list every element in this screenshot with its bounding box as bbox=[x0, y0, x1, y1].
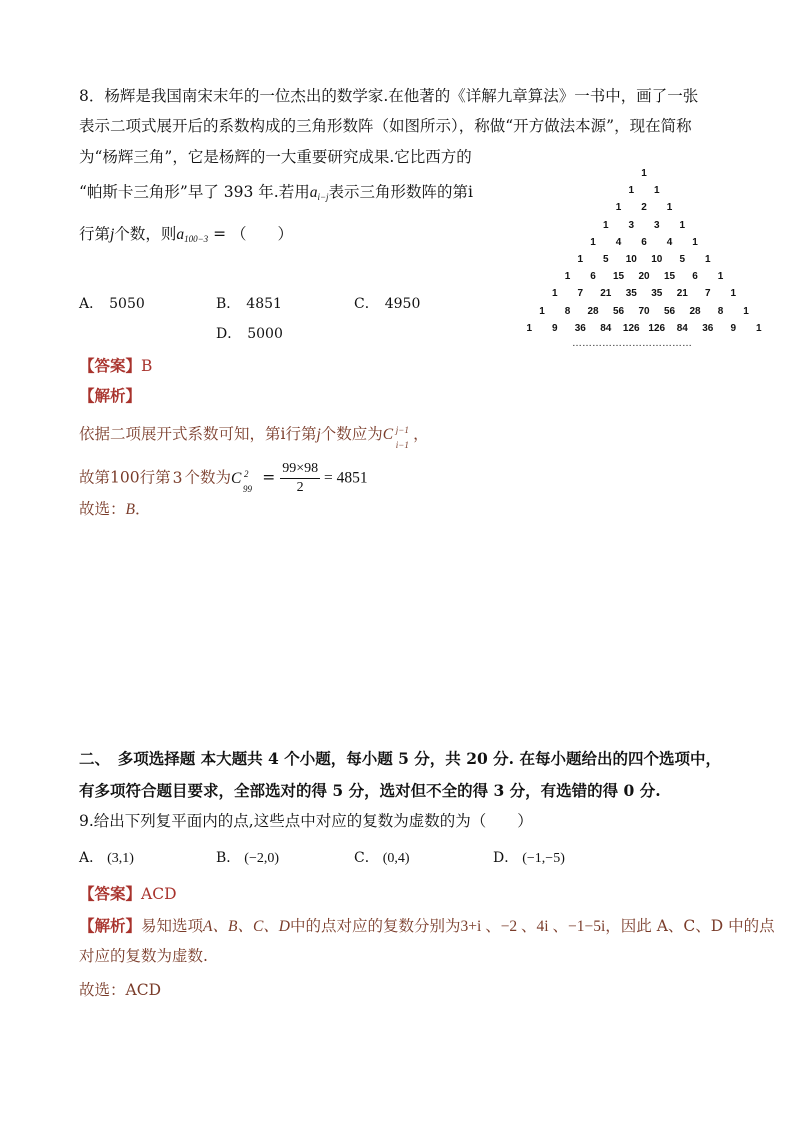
q8-stem-line-3: 为“杨辉三角”，它是杨辉的一大重要研究成果.它比西方的 bbox=[79, 148, 472, 166]
triangle-number: 1 bbox=[615, 202, 622, 214]
triangle-number: 1 bbox=[577, 254, 584, 265]
triangle-number: 1 bbox=[590, 236, 596, 248]
analysis-letters: A、B、C、D bbox=[203, 918, 290, 935]
choose-value: B bbox=[125, 501, 135, 518]
analysis-tag: 【解析】 bbox=[79, 916, 142, 935]
triangle-number: 70 bbox=[638, 305, 650, 317]
q8-line4-text-b: 表示三角形数阵的第i bbox=[328, 183, 474, 201]
triangle-number: 84 bbox=[600, 322, 612, 334]
result: = 4851 bbox=[320, 469, 368, 487]
triangle-number: 10 bbox=[651, 254, 663, 265]
choose-label: 故选： bbox=[79, 500, 126, 518]
option-value: (3,1) bbox=[107, 851, 134, 866]
triangle-number: 84 bbox=[676, 322, 688, 334]
q8-analysis-tag: 【解析】 bbox=[79, 386, 142, 405]
q8-line4-var: a bbox=[309, 184, 318, 201]
analysis-text: 易知选项 bbox=[141, 917, 204, 935]
triangle-number: 9 bbox=[551, 322, 558, 334]
combination-c: C bbox=[382, 426, 394, 443]
q8-option-b[interactable] bbox=[216, 294, 282, 314]
triangle-number: 1 bbox=[602, 219, 609, 231]
fraction-denominator: 2 bbox=[296, 480, 304, 495]
section2-heading-line-1: 二、 多项选择题 本大题共 4 个小题，每小题 5 分，共 20 分. 在每小题给出的四个选项中， bbox=[79, 749, 721, 768]
fraction-numerator: 99×98 bbox=[280, 460, 320, 479]
analysis-text: ，因此 A、C、D 中的点 bbox=[605, 917, 775, 935]
triangle-number: 6 bbox=[692, 271, 698, 283]
triangle-number: 9 bbox=[730, 322, 737, 334]
q9-analysis-line-1 bbox=[79, 916, 775, 937]
q8-line4-sub: i−j bbox=[317, 192, 329, 202]
q9-answer bbox=[79, 884, 177, 904]
triangle-number: 1 bbox=[653, 185, 660, 197]
triangle-number: 15 bbox=[612, 271, 625, 283]
combination-sup: 2 bbox=[244, 468, 249, 479]
q9-option-a[interactable] bbox=[79, 848, 134, 869]
triangle-number: 1 bbox=[564, 271, 571, 283]
triangle-number: 8 bbox=[717, 305, 724, 317]
triangle-number: 1 bbox=[551, 288, 558, 300]
triangle-number: 126 bbox=[622, 322, 640, 334]
option-letter: D． bbox=[493, 850, 519, 866]
q8-stem-line-5 bbox=[79, 224, 293, 249]
q8-option-c[interactable] bbox=[354, 294, 420, 314]
analysis-j: j bbox=[316, 426, 321, 443]
q9-choose bbox=[79, 980, 161, 1000]
q8-stem-line-1: 8．杨辉是我国南宋末年的一位杰出的数学家.在他著的《详解九章算法》一书中，画了一张 bbox=[79, 87, 699, 105]
analysis-values: 3+i 、−2 、4i 、−1−5i bbox=[460, 918, 606, 935]
analysis-text: 中的点对应的复数分别为 bbox=[290, 917, 461, 935]
answer-tag: 【答案】 bbox=[79, 884, 142, 903]
q8-option-d[interactable] bbox=[216, 324, 283, 344]
triangle-number: 15 bbox=[663, 271, 676, 283]
q8-line5-j: j bbox=[110, 226, 115, 243]
triangle-number: 5 bbox=[602, 254, 609, 265]
triangle-number: 1 bbox=[755, 322, 762, 334]
q8-stem-line-2: 表示二项式展开后的系数构成的三角形数阵（如图所示），称做“开方做法本源”，现在简称 bbox=[79, 117, 692, 135]
triangle-number: 10 bbox=[625, 254, 637, 265]
triangle-ellipsis: ……………………………… bbox=[572, 338, 692, 349]
analysis-number: 3 bbox=[172, 468, 183, 487]
q8-line5-sub: 100−3 bbox=[184, 234, 209, 244]
analysis-text: 个数应为 bbox=[320, 425, 383, 443]
fraction bbox=[280, 460, 320, 497]
triangle-number: 56 bbox=[663, 305, 676, 317]
triangle-number: 7 bbox=[704, 288, 711, 300]
option-value: 4950 bbox=[384, 296, 421, 312]
combination-sub: 99 bbox=[243, 483, 253, 494]
q8-stem-line-4 bbox=[79, 182, 473, 207]
q8-line5-var: a bbox=[176, 226, 185, 243]
choose-value: ACD bbox=[125, 981, 161, 999]
triangle-number: 21 bbox=[600, 288, 612, 300]
triangle-number: 1 bbox=[717, 271, 724, 283]
triangle-number: 28 bbox=[587, 305, 599, 317]
analysis-text: ， bbox=[413, 425, 429, 443]
analysis-text: 个数为 bbox=[184, 468, 232, 487]
q9-option-b[interactable] bbox=[216, 848, 279, 869]
option-letter: A． bbox=[79, 850, 104, 866]
q8-option-a[interactable] bbox=[79, 294, 145, 314]
combination-expr bbox=[231, 468, 257, 494]
triangle-number: 36 bbox=[702, 322, 714, 334]
triangle-number: 1 bbox=[679, 219, 686, 231]
section2-heading-line-2: 有多项符合题目要求，全部选对的得 5 分，选对但不全的得 3 分，有选错的得 0 分. bbox=[79, 781, 661, 800]
q9-option-d[interactable] bbox=[493, 848, 565, 869]
triangle-number: 1 bbox=[692, 236, 698, 248]
answer-value: B bbox=[141, 357, 153, 375]
analysis-text: 行第 bbox=[139, 468, 171, 487]
q8-analysis-line-1 bbox=[79, 424, 429, 450]
choose-label: 故选： bbox=[79, 981, 126, 999]
triangle-number: 56 bbox=[612, 305, 625, 317]
choose-end: ． bbox=[134, 500, 151, 518]
option-value: 5000 bbox=[247, 326, 283, 342]
option-letter: B． bbox=[216, 296, 241, 312]
triangle-number: 1 bbox=[641, 168, 647, 179]
triangle-number: 6 bbox=[590, 271, 596, 283]
triangle-number: 6 bbox=[641, 236, 647, 248]
option-letter: D． bbox=[216, 326, 242, 342]
q8-line5-text-c: = （ ） bbox=[208, 225, 294, 243]
triangle-number: 20 bbox=[638, 271, 650, 283]
option-letter: C． bbox=[354, 296, 379, 312]
triangle-number: 21 bbox=[676, 288, 688, 300]
analysis-number: 100 bbox=[110, 468, 140, 487]
q9-analysis-line-2: 对应的复数为虚数. bbox=[79, 947, 208, 965]
option-letter: A． bbox=[79, 296, 104, 312]
triangle-number: 35 bbox=[625, 288, 637, 300]
triangle-number: 1 bbox=[526, 322, 533, 334]
triangle-number: 5 bbox=[679, 254, 686, 265]
triangle-number: 4 bbox=[666, 236, 673, 248]
option-value: (−2,0) bbox=[244, 851, 280, 866]
option-value: (0,4) bbox=[382, 851, 410, 866]
triangle-number: 36 bbox=[574, 322, 586, 334]
q8-answer bbox=[79, 356, 152, 376]
answer-value: ACD bbox=[141, 885, 177, 903]
triangle-number: 4 bbox=[615, 236, 622, 248]
option-value: (−1,−5) bbox=[522, 851, 565, 866]
q8-line5-text-b: 个数，则 bbox=[114, 225, 177, 243]
q8-choose bbox=[79, 499, 151, 520]
triangle-number: 126 bbox=[648, 322, 666, 334]
analysis-text: 依据二项展开式系数可知，第i行第 bbox=[79, 425, 317, 443]
q8-analysis-line-2 bbox=[79, 460, 368, 497]
option-letter: B． bbox=[216, 850, 241, 866]
triangle-number: 35 bbox=[651, 288, 663, 300]
triangle-number: 8 bbox=[564, 305, 571, 317]
triangle-number: 1 bbox=[730, 288, 737, 300]
option-letter: C． bbox=[354, 850, 379, 866]
q9-option-c[interactable] bbox=[354, 848, 410, 869]
triangle-number: 1 bbox=[628, 185, 635, 197]
triangle-number: 1 bbox=[743, 305, 749, 317]
analysis-text: 故第 bbox=[79, 468, 111, 487]
q8-line4-text-a: “帕斯卡三角形”早了 393 年.若用 bbox=[79, 183, 310, 201]
combination-sup: j−1 bbox=[395, 425, 409, 435]
combination-expr bbox=[382, 425, 413, 450]
combination-sub: i−1 bbox=[395, 440, 409, 450]
triangle-number: 28 bbox=[689, 305, 701, 317]
triangle-number: 1 bbox=[704, 254, 711, 265]
q8-line5-text-a: 行第 bbox=[79, 225, 111, 243]
equals: = bbox=[257, 468, 281, 487]
q9-stem: 9.给出下列复平面内的点,这些点中对应的复数为虚数的为（ ） bbox=[79, 812, 533, 830]
option-value: 4851 bbox=[246, 296, 282, 312]
triangle-number: 2 bbox=[641, 202, 647, 214]
triangle-number: 1 bbox=[539, 305, 545, 317]
triangle-number: 3 bbox=[653, 219, 660, 231]
answer-tag: 【答案】 bbox=[79, 356, 142, 375]
triangle-number: 1 bbox=[666, 202, 673, 214]
option-value: 5050 bbox=[109, 296, 145, 312]
triangle-number: 3 bbox=[628, 219, 635, 231]
triangle-number: 7 bbox=[577, 288, 584, 300]
combination-c: C bbox=[231, 469, 242, 487]
yang-hui-triangle bbox=[520, 168, 770, 368]
